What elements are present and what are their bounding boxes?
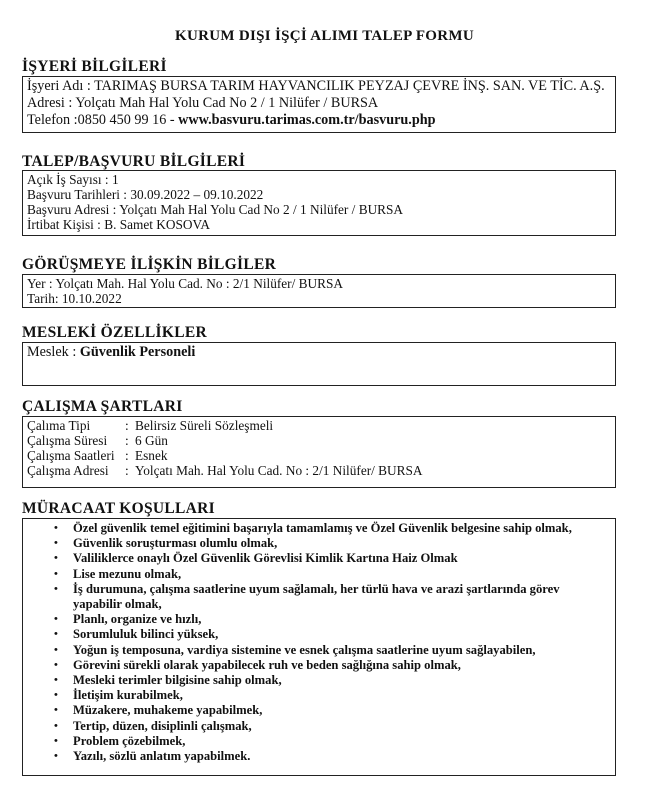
condition-text: Yazılı, sözlü anlatım yapabilmek. bbox=[73, 749, 251, 764]
gorusme-place-value: Yolçatı Mah. Hal Yolu Cad. No : 2/1 Nilüfer/ BURSA bbox=[55, 276, 343, 291]
gorusme-date-value: 10.10.2022 bbox=[61, 291, 122, 306]
condition-text: İş durumuna, çalışma saatlerine uyum sağlamalı, her türlü hava ve arazi şartlarında görev yapabilir olmak, bbox=[73, 581, 560, 612]
list-item bbox=[27, 703, 611, 718]
talep-row-value: B. Samet KOSOVA bbox=[104, 217, 210, 232]
isyeri-phone-value: 0850 450 99 16 - bbox=[77, 112, 175, 128]
calisma-row bbox=[27, 448, 611, 463]
talep-row bbox=[27, 217, 611, 232]
condition-text: Planlı, organize ve hızlı, bbox=[73, 612, 202, 627]
calisma-row-sep: : bbox=[125, 463, 129, 478]
calisma-row-label: Çalışma Süresi bbox=[27, 433, 108, 448]
mesleki-box bbox=[22, 342, 616, 386]
bullet-icon: • bbox=[54, 552, 58, 565]
meslek-value: Güvenlik Personeli bbox=[79, 344, 196, 360]
isyeri-address-label: Adresi : bbox=[27, 95, 73, 111]
condition-text: Özel güvenlik temel eğitimini başarıyla tamamlamış ve Özel Güvenlik belgesine sahip olmak, bbox=[73, 521, 572, 535]
condition-text: Görevini sürekli olarak yapabilecek ruh ve beden sağlığına sahip olmak, bbox=[73, 657, 461, 672]
calisma-row bbox=[27, 463, 611, 478]
list-item bbox=[27, 612, 611, 627]
list-item bbox=[27, 582, 611, 612]
condition-text: Tertip, düzen, disiplinli çalışmak, bbox=[73, 718, 252, 733]
section-heading-mesleki: MESLEKİ ÖZELLİKLER bbox=[22, 324, 207, 341]
talep-row-label: İrtibat Kişisi : bbox=[27, 217, 101, 232]
list-item bbox=[27, 643, 611, 658]
condition-text: Lise mezunu olmak, bbox=[73, 566, 182, 581]
bullet-icon: • bbox=[54, 537, 58, 550]
list-item bbox=[27, 673, 611, 688]
gorusme-box bbox=[22, 274, 616, 308]
talep-box bbox=[22, 170, 616, 236]
calisma-row bbox=[27, 418, 611, 433]
isyeri-phone-label: Telefon : bbox=[27, 112, 78, 128]
gorusme-place-row bbox=[27, 276, 611, 291]
isyeri-website-link: www.basvuru.tarimas.com.tr/basvuru.php bbox=[178, 112, 436, 128]
calisma-row-value: 6 Gün bbox=[135, 433, 168, 448]
gorusme-date-label: Tarih: bbox=[27, 291, 59, 306]
list-item bbox=[27, 688, 611, 703]
bullet-icon: • bbox=[54, 613, 58, 626]
meslek-label: Meslek : bbox=[27, 344, 77, 360]
condition-text: Valiliklerce onaylı Özel Güvenlik Görevlisi Kimlik Kartına Haiz Olmak bbox=[73, 551, 458, 566]
calisma-box bbox=[22, 416, 616, 488]
bullet-icon: • bbox=[54, 567, 58, 580]
section-heading-talep: TALEP/BAŞVURU BİLGİLERİ bbox=[22, 153, 246, 170]
section-heading-muracaat: MÜRACAAT KOŞULLARI bbox=[22, 500, 215, 517]
section-heading-calisma: ÇALIŞMA ŞARTLARI bbox=[22, 398, 183, 415]
list-item bbox=[27, 536, 611, 551]
calisma-row-label: Çalıma Tipi bbox=[27, 418, 91, 433]
isyeri-phone-row bbox=[27, 112, 611, 129]
bullet-icon: • bbox=[54, 719, 58, 732]
bullet-icon: • bbox=[54, 750, 58, 763]
calisma-row-label: Çalışma Adresi bbox=[27, 463, 109, 478]
calisma-row-sep: : bbox=[125, 433, 129, 448]
list-item bbox=[27, 567, 611, 582]
isyeri-box bbox=[22, 76, 616, 133]
calisma-row-label: Çalışma Saatleri bbox=[27, 448, 115, 463]
calisma-row-sep: : bbox=[125, 418, 129, 433]
condition-text: Sorumluluk bilinci yüksek, bbox=[73, 627, 219, 642]
condition-text: Güvenlik soruşturması olumlu olmak, bbox=[73, 536, 278, 551]
talep-row-value: Yolçatı Mah Hal Yolu Cad No 2 / 1 Nilüfer / BURSA bbox=[119, 202, 404, 217]
talep-row-label: Açık İş Sayısı : bbox=[27, 172, 109, 187]
bullet-icon: • bbox=[54, 689, 58, 702]
condition-text: Mesleki terimler bilgisine sahip olmak, bbox=[73, 673, 282, 688]
talep-row bbox=[27, 187, 611, 202]
talep-row-value: 1 bbox=[111, 172, 119, 187]
bullet-icon: • bbox=[54, 704, 58, 717]
bullet-icon: • bbox=[54, 522, 58, 534]
calisma-row-value: Esnek bbox=[135, 448, 168, 463]
isyeri-name-label: İşyeri Adı : bbox=[27, 78, 91, 94]
list-item bbox=[27, 551, 611, 566]
gorusme-date-row bbox=[27, 291, 611, 306]
muracaat-box bbox=[22, 518, 616, 776]
list-item bbox=[27, 627, 611, 642]
calisma-row-value: Belirsiz Süreli Sözleşmeli bbox=[135, 418, 274, 433]
meslek-row bbox=[27, 344, 611, 361]
condition-text: İletişim kurabilmek, bbox=[73, 688, 183, 703]
list-item bbox=[27, 749, 611, 764]
section-heading-gorusme: GÖRÜŞMEYE İLİŞKİN BİLGİLER bbox=[22, 256, 277, 273]
bullet-icon: • bbox=[54, 582, 58, 595]
condition-text: Müzakere, muhakeme yapabilmek, bbox=[73, 703, 263, 718]
talep-row bbox=[27, 202, 611, 217]
bullet-icon: • bbox=[54, 628, 58, 641]
list-item bbox=[27, 719, 611, 734]
conditions-list bbox=[27, 521, 611, 764]
talep-row bbox=[27, 172, 611, 187]
calisma-row-value: Yolçatı Mah. Hal Yolu Cad. No : 2/1 Nilüfer/ BURSA bbox=[135, 463, 423, 478]
form-title: KURUM DIŞI İŞÇİ ALIMI TALEP FORMU bbox=[175, 28, 474, 44]
condition-text: Yoğun iş temposuna, vardiya sistemine ve esnek çalışma saatlerine uyum sağlayabilen, bbox=[73, 642, 536, 657]
bullet-icon: • bbox=[54, 643, 58, 656]
bullet-icon: • bbox=[54, 658, 58, 671]
condition-text: Problem çözebilmek, bbox=[73, 733, 186, 748]
calisma-row-sep: : bbox=[125, 448, 129, 463]
section-heading-isyeri: İŞYERİ BİLGİLERİ bbox=[22, 58, 167, 75]
bullet-icon: • bbox=[54, 734, 58, 747]
talep-row-label: Başvuru Tarihleri : bbox=[27, 187, 128, 202]
list-item bbox=[27, 658, 611, 673]
gorusme-place-label: Yer : bbox=[27, 276, 53, 291]
isyeri-name-value: TARIMAŞ BURSA TARIM HAYVANCILIK PEYZAJ ÇEVRE İNŞ. SAN. VE TİC. A.Ş. bbox=[94, 78, 605, 94]
list-item bbox=[27, 734, 611, 749]
talep-row-value: 30.09.2022 – 09.10.2022 bbox=[130, 187, 264, 202]
list-item bbox=[27, 521, 611, 536]
isyeri-address-row bbox=[27, 95, 611, 112]
isyeri-name-row bbox=[27, 78, 611, 95]
bullet-icon: • bbox=[54, 674, 58, 687]
talep-row-label: Başvuru Adresi : bbox=[27, 202, 117, 217]
isyeri-address-value: Yolçatı Mah Hal Yolu Cad No 2 / 1 Nilüfer / BURSA bbox=[75, 95, 379, 111]
calisma-row bbox=[27, 433, 611, 448]
